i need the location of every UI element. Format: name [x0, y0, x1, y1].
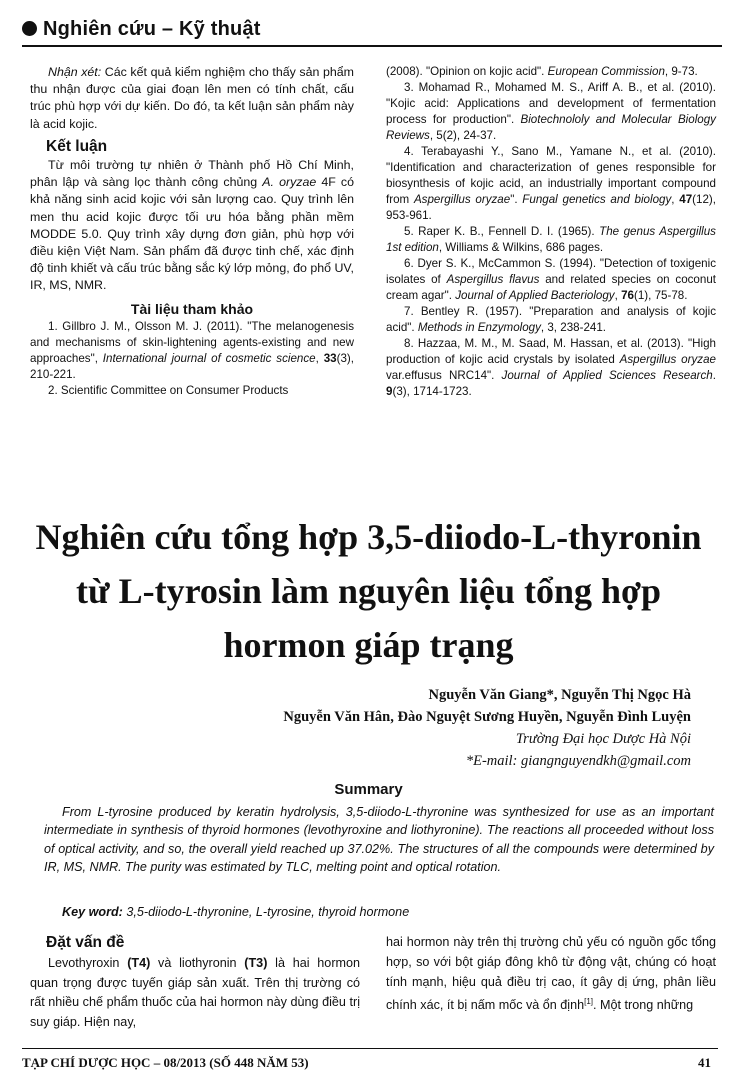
- remark-text: Các kết quả kiểm nghiệm cho thấy sản phẩm thu nhận được của giai đoạn lên men có tính chất, cấu trúc phù hợp với dự kiến. Do đó, ta kết luận sản phẩm này là acid kojic.: [30, 65, 354, 131]
- remark-label: Nhận xét:: [48, 65, 102, 79]
- t4-label: (T4): [127, 955, 151, 970]
- author-block: [31, 684, 691, 772]
- reference-7: [386, 304, 716, 336]
- ref-sep: ,: [315, 351, 324, 365]
- keywords: [62, 905, 712, 919]
- ref-text: 4. Terabayashi Y., Sano M., Yamane N., et al. (2010). "Identification and characterization of genes responsible for biosynthesis of kojic acid, an industrially important compound from: [386, 145, 716, 206]
- authors-line: Nguyễn Văn Hân, Đào Nguyệt Sương Huyền, Nguyễn Đình Luyện: [283, 709, 691, 725]
- ref-journal: Journal of Applied Bacteriology: [455, 289, 615, 302]
- article-title-line: hormon giáp trạng: [223, 625, 514, 665]
- reference-1: [30, 319, 354, 383]
- intro-text: hai hormon này trên thị trường chủ yếu có nguồn gốc tổng hợp, so với bột giáp đông khô từ động vật, chúng có hoạt tính mạnh, hiệu quả điều trị cao, ít gây dị ứng, phân liều chính xác, ít bị nấm mốc và ổn định: [386, 935, 716, 1013]
- article-title: [20, 510, 717, 672]
- intro-left-column: [30, 933, 360, 1033]
- conclusion-text: Từ môi trường tự nhiên ở Thành phố Hồ Chí Minh, phân lập và sàng lọc thành công chủng: [30, 158, 354, 190]
- bullet-icon: [22, 21, 37, 36]
- ref-text: 5. Raper K. B., Fennell D. I. (1965).: [404, 225, 600, 238]
- conclusion-heading: Kết luận: [46, 137, 108, 155]
- conclusion-paragraph: [30, 157, 354, 295]
- reference-8: [386, 336, 716, 400]
- ref-journal: Biotechnololy and Molecular Biology Reviews: [386, 113, 716, 142]
- article-title-line: từ L-tyrosin làm nguyên liệu tổng hợp: [76, 571, 661, 611]
- ref-text-cont: ".: [510, 193, 523, 206]
- article-title-line: Nghiên cứu tổng hợp 3,5-diiodo-L-thyronin: [35, 517, 702, 557]
- ref-species: Aspergillus oryzae: [619, 353, 716, 366]
- ref-journal: Fungal genetics and biology: [522, 193, 672, 206]
- ref-volume: 47: [679, 193, 693, 206]
- ref-pages: (3), 210-221.: [30, 351, 354, 381]
- author-email: *E-mail: giangnguyendkh@gmail.com: [465, 753, 691, 769]
- page-number: 41: [698, 1055, 711, 1070]
- intro-text: là hai hormon quan trọng được tuyến giáp sản xuất. Trên thị trường có rất nhiều chế phẩm thuốc của hai hormon này dùng điều trị suy giáp. Hiện nay,: [30, 955, 361, 1030]
- ref-journal: International journal of cosmetic science: [102, 351, 316, 365]
- authors-line: Nguyễn Văn Giang*, Nguyễn Thị Ngọc Hà: [428, 687, 691, 703]
- ref-journal: European Commission: [547, 65, 665, 78]
- reference-2-start: [30, 383, 354, 399]
- conclusion-species: A. oryzae: [262, 175, 317, 190]
- ref-species: Aspergillus flavus: [446, 273, 540, 286]
- ref-text: 8. Hazzaa, M. M., M. Saad, M. Hassan, et al. (2013). "High production of kojic acid crystals by isolated: [386, 337, 716, 366]
- ref-pages: (3), 1714-1723.: [392, 385, 472, 398]
- ref-pages: , Williams & Wilkins, 686 pages.: [438, 241, 604, 254]
- intro-text: và liothyronin: [150, 955, 245, 970]
- ref-sep: ,: [614, 289, 622, 302]
- header-rule: [22, 45, 722, 47]
- ref-volume: 76: [621, 289, 634, 302]
- affiliation: Trường Đại học Dược Hà Nội: [515, 731, 691, 747]
- ref-journal: Journal of Applied Sciences Research: [501, 369, 713, 382]
- conclusion-text-cont: 4F có khả năng sinh acid kojic với sản lượng cao. Quy trình lên men thu acid kojic được tối ưu hóa bằng phần mềm MODDE 5.0. Quy trình xây dựng đơn giản, phù hợp với điều kiện Việt Nam. Sản phẩm đã được tinh chế, xác định độ tinh khiết và cấu trúc bằng sắc ký lớp mỏng, đo phổ UV, IR, MS, NMR.: [30, 175, 354, 293]
- ref-volume: 33: [323, 351, 337, 365]
- reference-4: [386, 144, 716, 224]
- ref-pages: (1), 75-78.: [633, 289, 688, 302]
- summary-heading: Summary: [334, 781, 403, 798]
- ref-sep: .: [712, 369, 716, 382]
- right-column: [386, 64, 716, 400]
- intro-text: Levothyroxin: [48, 955, 128, 970]
- keyword-text: 3,5-diiodo-L-thyronine, L-tyrosine, thyroid hormone: [122, 905, 410, 919]
- ref-pages: , 5(2), 24-37.: [429, 129, 497, 142]
- reference-5: [386, 224, 716, 256]
- intro-text: . Một trong những: [593, 998, 694, 1013]
- ref-text-cont: var.effusus NRC14".: [386, 369, 502, 382]
- remark-paragraph: [30, 64, 354, 133]
- ref-text: 1. Gillbro J. M., Olsson M. J. (2011). "The melanogenesis and mechanisms of skin-lightening agents-existing and new approaches",: [30, 319, 354, 365]
- intro-paragraph: [30, 954, 360, 1033]
- reference-6: [386, 256, 716, 304]
- journal-footer: TẠP CHÍ DƯỢC HỌC – 08/2013 (SỐ 448 NĂM 53): [22, 1055, 309, 1070]
- ref-text: 2. Scientific Committee on Consumer Products: [48, 383, 289, 397]
- section-title: Nghiên cứu – Kỹ thuật: [43, 18, 261, 40]
- left-column: [30, 64, 354, 399]
- reference-2-end: [386, 64, 716, 80]
- section-header: [22, 18, 722, 41]
- ref-sep: ,: [671, 193, 680, 206]
- reference-3: [386, 80, 716, 144]
- ref-text: 3. Mohamad R., Mohamed M. S., Ariff A. B., et al. (2010). "Kojic acid: Applications and development of fermentation process for production".: [386, 81, 716, 126]
- references-heading: Tài liệu tham khảo: [130, 300, 254, 317]
- ref-pages: , 3, 238-241.: [540, 321, 607, 334]
- ref-pages: (12), 953-961.: [386, 193, 716, 222]
- ref-book-title: The genus Aspergillus 1st edition: [386, 225, 716, 254]
- summary-text: From L-tyrosine produced by keratin hydrolysis, 3,5-diiodo-L-thyronine was synthesized for use as an important intermediate in synthesis of thyroid hormones (levothyroxine and liothyronine). The reactions all proceeded without loss of optical activity, and so, the overall yield reached up 37.02%. The structures of all the compounds were determined by IR, MS, NMR. The purity was estimated by TLC, melting point and optical rotation.: [44, 805, 714, 875]
- ref-pages: , 9-73.: [664, 65, 698, 78]
- intro-right-column: [386, 933, 716, 1016]
- ref-text: (2008). "Opinion on kojic acid".: [386, 65, 548, 78]
- ref-species: Aspergillus oryzae: [413, 193, 511, 206]
- ref-text-cont: and related species on coconut cream agar".: [386, 273, 717, 302]
- intro-heading: Đặt vấn đề: [46, 934, 125, 951]
- intro-paragraph-cont: [386, 933, 716, 1016]
- t3-label: (T3): [244, 955, 268, 970]
- ref-text: 6. Dyer S. K., McCammon S. (1994). "Detection of toxigenic isolates of: [386, 257, 716, 286]
- footer-rule: [22, 1048, 718, 1049]
- ref-volume: 9: [386, 385, 393, 398]
- ref-journal: Methods in Enzymology: [417, 321, 541, 334]
- citation-mark: [1]: [584, 997, 594, 1007]
- ref-text: 7. Bentley R. (1957). "Preparation and analysis of kojic acid".: [386, 305, 716, 334]
- keyword-label: Key word:: [62, 905, 123, 919]
